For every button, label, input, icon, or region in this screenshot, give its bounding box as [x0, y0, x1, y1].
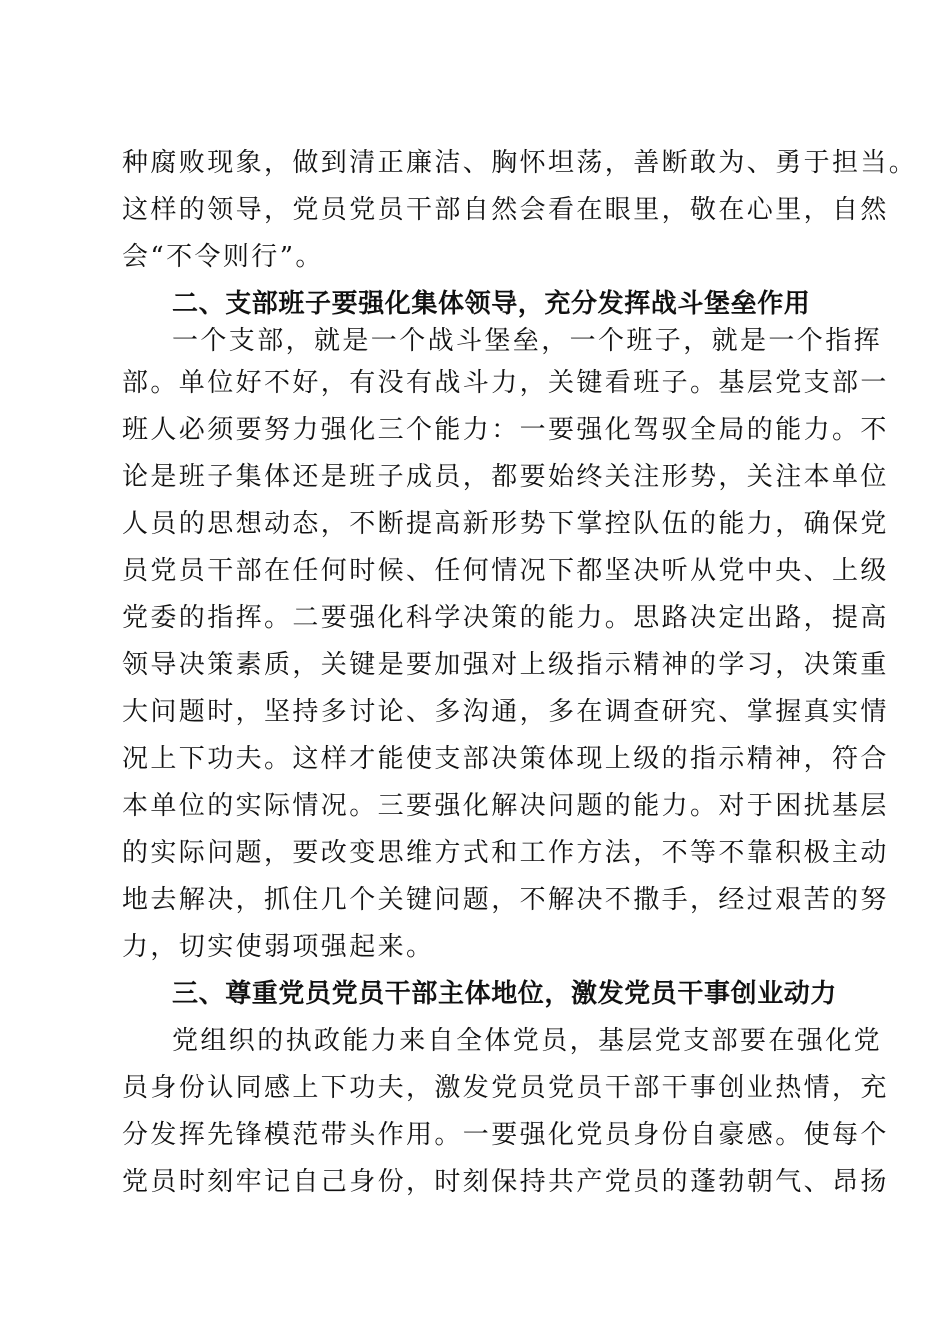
body-text-line: 部。单位好不好，有没有战斗力，关键看班子。基层党支部一 — [122, 368, 889, 398]
body-text-line: 地去解决，抓住几个关键问题，不解决不撒手，经过艰苦的努 — [122, 885, 889, 915]
body-text-line: 力，切实使弱项强起来。 — [122, 932, 435, 962]
body-text-line: 党员时刻牢记自己身份，时刻保持共产党员的蓬勃朝气、昂扬 — [122, 1167, 889, 1197]
body-text-line: 领导决策素质，关键是要加强对上级指示精神的学习，决策重 — [122, 650, 889, 680]
body-text-line: 大问题时，坚持多讨论、多沟通，多在调查研究、掌握真实情 — [122, 697, 889, 727]
body-text-line: 员身份认同感上下功夫，激发党员党员干部干事创业热情，充 — [122, 1073, 889, 1103]
body-text-line: 班人必须要努力强化三个能力：一要强化驾驭全局的能力。不 — [122, 415, 889, 445]
body-text-line: 人员的思想动态，不断提高新形势下掌控队伍的能力，确保党 — [122, 509, 889, 539]
body-text-line: 分发挥先锋模范带头作用。一要强化党员身份自豪感。使每个 — [122, 1120, 889, 1150]
body-text-line: 党委的指挥。二要强化科学决策的能力。思路决定出路，提高 — [122, 603, 889, 633]
body-text-line: 种腐败现象，做到清正廉洁、胸怀坦荡，善断敢为、勇于担当。 — [122, 148, 918, 178]
section-2-heading: 二、支部班子要强化集体领导，充分发挥战斗堡垒作用 — [172, 289, 811, 319]
body-text-line: 会“不令则行”。 — [122, 242, 324, 272]
body-text-line: 论是班子集体还是班子成员，都要始终关注形势，关注本单位 — [122, 462, 889, 492]
body-text-line: 况上下功夫。这样才能使支部决策体现上级的指示精神，符合 — [122, 744, 889, 774]
body-text-line: 员党员干部在任何时候、任何情况下都坚决听从党中央、上级 — [122, 556, 889, 586]
section-3-heading: 三、尊重党员党员干部主体地位，激发党员干事创业动力 — [172, 979, 838, 1009]
body-text-line: 的实际问题，要改变思维方式和工作方法，不等不靠积极主动 — [122, 838, 889, 868]
body-text-line: 一个支部，就是一个战斗堡垒，一个班子，就是一个指挥 — [172, 326, 883, 356]
body-text-line: 本单位的实际情况。三要强化解决问题的能力。对于困扰基层 — [122, 791, 889, 821]
body-text-line: 党组织的执政能力来自全体党员，基层党支部要在强化党 — [172, 1026, 883, 1056]
body-text-line: 这样的领导，党员党员干部自然会看在眼里，敬在心里，自然 — [122, 195, 889, 225]
